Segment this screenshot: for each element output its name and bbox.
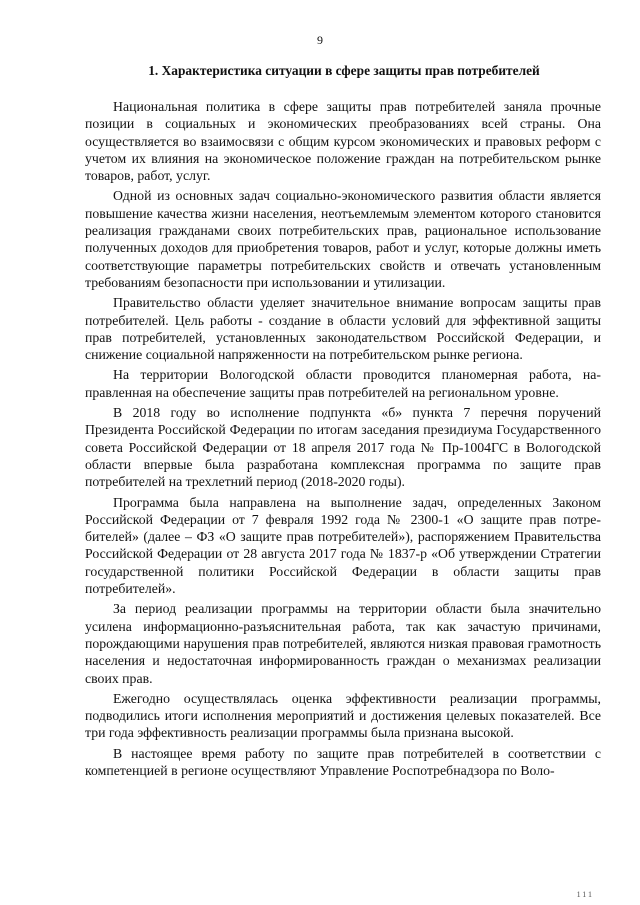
page-number: 9 (317, 33, 323, 47)
paragraph-4: На территории Вологодской области проводится планомерная работа, направленная на обеспечение защиты прав потребителей на региональном уровне. (85, 367, 601, 400)
paragraph-8: Ежегодно осуществлялась оценка эффективности реализации программы, подводились итоги исполнения мероприятий и достижения целевых показателей. Все три года эффективность реализации программы была признана высокой. (85, 690, 601, 741)
body-text (85, 98, 601, 782)
paragraph-9: В настоящее время работу по защите прав потребителей в соответствии с компетенцией в регионе осуществляют Управление Роспотребнадзора по Воло- (85, 745, 601, 778)
paragraph-2: Одной из основных задач социально-экономического развития области является повышение качества жизни населения, неотъемлемым элементом которого становится реализация гражданами своих потребительских прав, рациональное использование полученных доходов для приобретения товаров, работ и услуг, которые должны иметь соответствующие параметры потребительских свойств и отвечать установленным требованиям безопасности при использовании и утилизации. (85, 188, 601, 290)
paragraph-1: Национальная политика в сфере защиты прав потребителей заняла прочные позиции в социальных и экономических преобразованиях всей страны. Она осуществляется во взаимосвязи с общим курсом экономических и правовых реформ с учетом их влияния на экономическое положение граждан на потребительском рынке товаров, работ, услуг. (85, 99, 601, 184)
paragraph-5: В 2018 году во исполнение подпункта «б» пункта 7 перечня поручений Президента Российской Федерации по итогам заседания президиума Государственного совета Российской Федерации от 18 апреля 2017 года № Пр-1004ГС в Вологодской области впервые была разработана комплексная программа по защите прав потребителей на трехлетний период (2018-2020 годы). (85, 405, 601, 490)
section-heading: 1. Характеристика ситуации в сфере защиты прав потребителей (148, 63, 540, 78)
paragraph-3: Правительство области уделяет значительное внимание вопросам защиты прав потребителей. Цель работы - создание в области условий для эффективной защиты прав потребителей, установленных законодательством Российской Федерации, и снижение социальной напряженности на потребительском рынке региона. (85, 295, 601, 363)
paragraph-6: Программа была направлена на выполнение задач, определенных Законом Российской Федерации от 7 февраля 1992 года № 2300-1 «О защите прав потребителей» (далее – ФЗ «О защите прав потребителей»), распоряжением Правительства Российской Федерации от 28 августа 2017 года № 1837-р «Об утверждении Стратегии государственной политики Российской Федерации в области защиты прав потребителей». (85, 494, 601, 597)
footer-mark: 111 (576, 890, 594, 899)
paragraph-7: За период реализации программы на территории области была значительно усилена информационно-разъяснительная работа, так как зачастую причинами, порождающими нарушения прав потребителей, являются низкая правовая грамотность населения и недостаточная информированность граждан о механизмах реализации своих прав. (85, 601, 601, 686)
